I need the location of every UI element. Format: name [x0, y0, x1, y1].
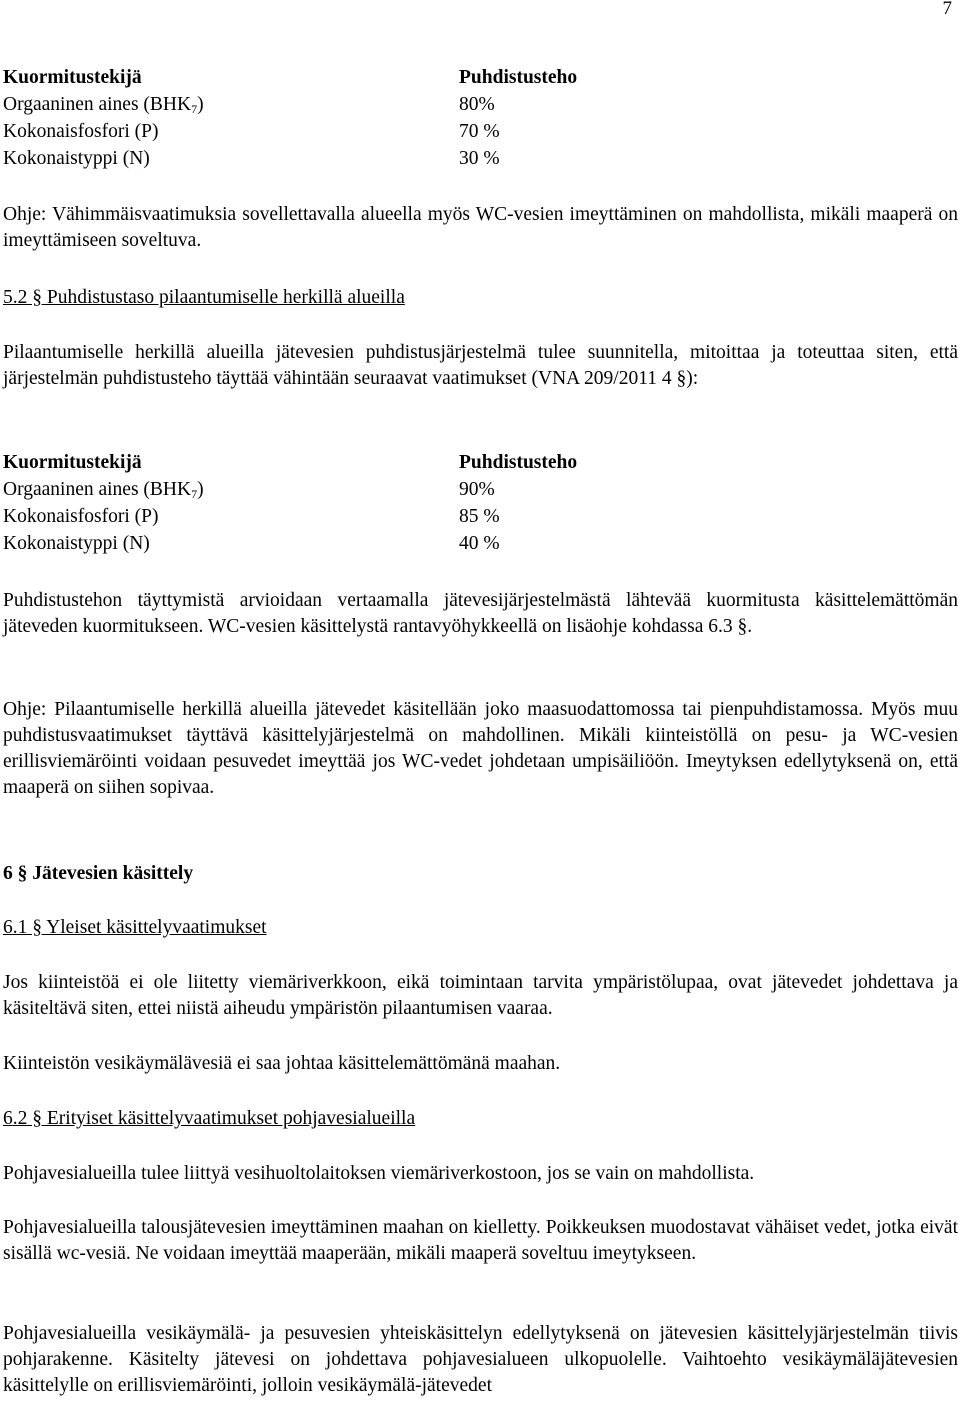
section-heading-5-2: 5.2 § Puhdistustaso pilaantumiselle herkillä alueilla — [3, 287, 405, 308]
section-6-2-paragraph: Pohjavesialueilla talousjätevesien imeyttäminen maahan on kielletty. Poikkeuksen muodostavat vähäiset vedet, jotka eivät sisällä wc-vesiä. Ne voidaan imeyttää maaperään, mikäli maaperä soveltuu imeytykseen. — [3, 1217, 958, 1264]
table-row — [3, 146, 577, 173]
table-row — [3, 92, 577, 119]
column-header-load-factor: Kuormitustekijä — [3, 67, 142, 88]
table-header — [3, 65, 577, 92]
row-label: Kokonaisfosfori (P) — [3, 121, 159, 142]
row-value: 85 % — [459, 506, 500, 527]
page-number: 7 — [942, 0, 952, 19]
section-heading-6-1: 6.1 § Yleiset käsittelyvaatimukset — [3, 917, 267, 938]
column-header-load-factor: Kuormitustekijä — [3, 452, 142, 473]
table-row — [3, 477, 577, 504]
guidance-note: Ohje: Pilaantumiselle herkillä alueilla jätevedet käsitellään joko maasuodattomossa tai pienpuhdistamossa. Myös muu puhdistusvaatimukset täyttävä käsittelyjärjestelmä on mahdollinen. Mikäli kiinteistöllä on pesu- ja WC-vesien erillisviemäröinti voidaan pesuvedet imeyttää jos WC-vedet johdetaan umpisäiliöön. Imeytyksen edellytyksenä on, että maaperä on siihen sopivaa. — [3, 699, 958, 798]
column-header-efficiency: Puhdistusteho — [459, 67, 578, 88]
row-label: Orgaaninen aines $(BHK_7)$ — [3, 479, 204, 501]
table-row — [3, 504, 577, 531]
purification-table-sensitive — [3, 450, 577, 558]
row-value: 90% — [459, 479, 495, 500]
section-6-1-paragraph: Kiinteistön vesikäymälävesiä ei saa johtaa käsittelemättömänä maahan. — [3, 1053, 561, 1074]
column-header-efficiency: Puhdistusteho — [459, 452, 578, 473]
row-value: 40 % — [459, 533, 500, 554]
table-header — [3, 450, 577, 477]
guidance-note: Ohje: Vähimmäisvaatimuksia sovellettavalla alueella myös WC-vesien imeyttäminen on mahdollista, mikäli maaperä on imeyttämiseen soveltuva. — [3, 204, 958, 251]
section-6-2-paragraph: Pohjavesialueilla vesikäymälä- ja pesuvesien yhteiskäsittelyn edellytyksenä on jätevesien käsittelyjärjestelmän tiivis pohjarakenne. Käsitelty jätevesi on johdettava pohjavesialueen ulkopuolelle. Vaihtoehto vesikäymäläjätevesien käsittelylle on erillisviemäröinti, jolloin vesikäymälä-jätevedet — [3, 1323, 958, 1396]
row-value: 80% — [459, 94, 495, 115]
row-label: Kokonaistyppi (N) — [3, 533, 150, 554]
chapter-heading-6: 6 § Jätevesien käsittely — [3, 863, 194, 884]
table-row — [3, 119, 577, 146]
section-6-1-paragraph: Jos kiinteistöä ei ole liitetty viemäriverkkoon, eikä toimintaan tarvita ympäristölupaa, ovat jätevedet johdettava ja käsiteltävä siten, ettei niistä aiheudu ympäristön pilaantumisen vaaraa. — [3, 972, 958, 1019]
row-value: 70 % — [459, 121, 500, 142]
section-5-2-paragraph: Pilaantumiselle herkillä alueilla jätevesien puhdistusjärjestelmä tulee suunnitella, mitoittaa ja toteuttaa siten, että järjestelmän puhdistusteho täyttää vähintään seuraavat vaatimukset (VNA 209/2011 4 §): — [3, 342, 958, 389]
row-value: 30 % — [459, 148, 500, 169]
purification-table-basic — [3, 65, 577, 173]
section-heading-6-2: 6.2 § Erityiset käsittelyvaatimukset pohjavesialueilla — [3, 1108, 416, 1129]
row-label: Kokonaistyppi (N) — [3, 148, 150, 169]
row-label: Kokonaisfosfori (P) — [3, 506, 159, 527]
table-row — [3, 531, 577, 558]
assessment-paragraph: Puhdistustehon täyttymistä arvioidaan vertaamalla jätevesijärjestelmästä lähtevää kuormitusta käsittelemättömän jäteveden kuormitukseen. WC-vesien käsittelystä rantavyöhykkeellä on lisäohje kohdassa 6.3 §. — [3, 590, 958, 637]
row-label: Orgaaninen aines $(BHK_7)$ — [3, 94, 204, 116]
section-6-2-paragraph: Pohjavesialueilla tulee liittyä vesihuoltolaitoksen viemäriverkostoon, jos se vain on mahdollista. — [3, 1163, 755, 1184]
